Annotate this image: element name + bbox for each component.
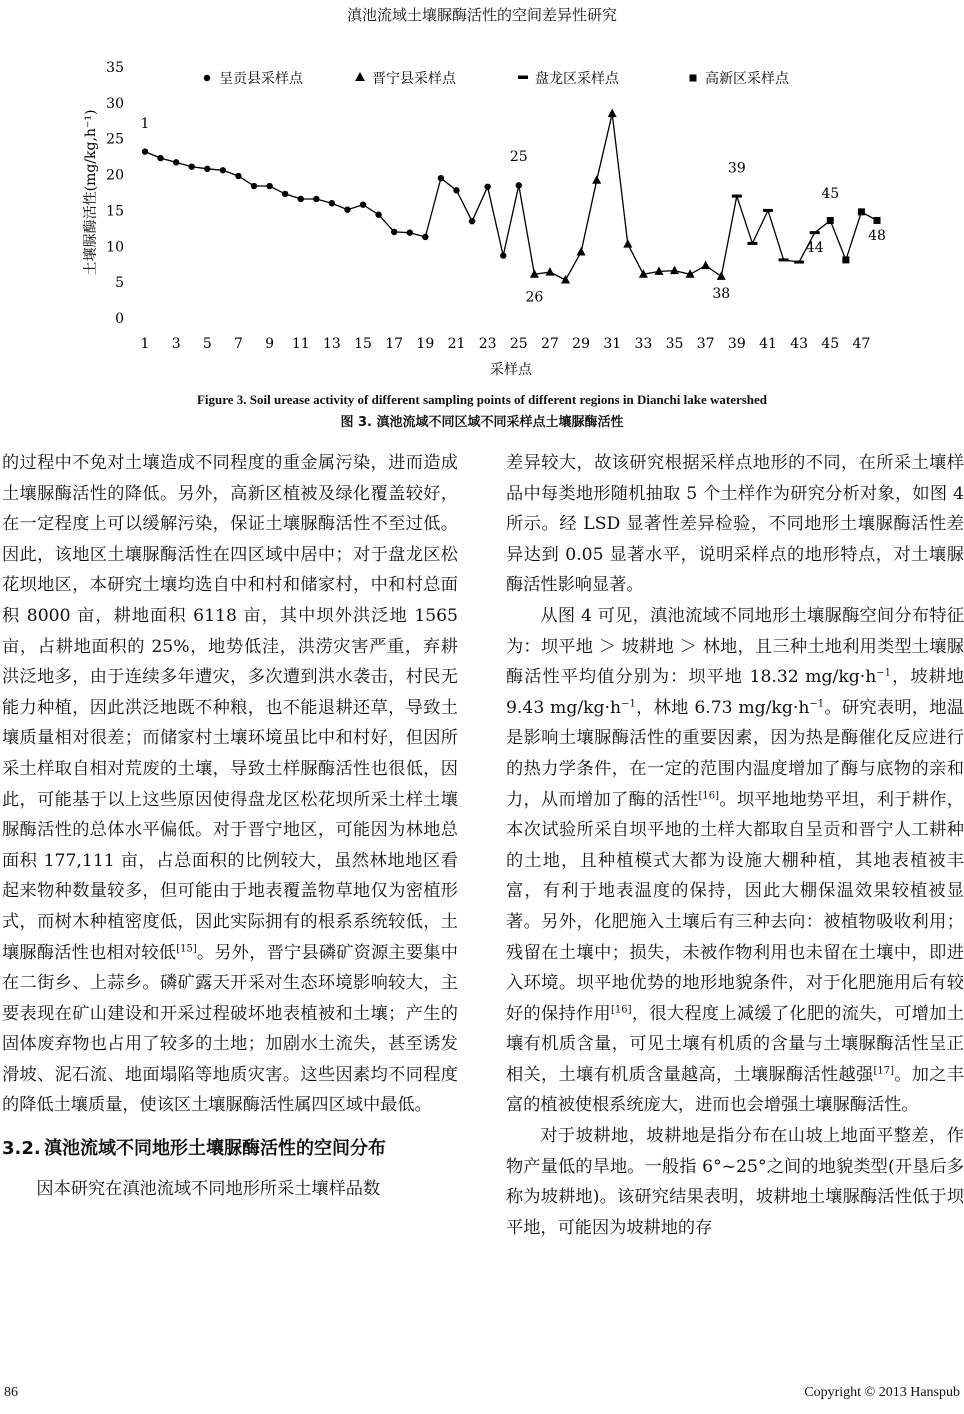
y-tick-label: 5 <box>115 275 124 292</box>
x-tick-label: 7 <box>233 336 243 352</box>
data-label: 1 <box>140 115 150 132</box>
data-point <box>670 266 679 275</box>
data-point <box>779 258 789 261</box>
y-tick-label: 25 <box>106 131 124 148</box>
data-point <box>313 196 319 202</box>
data-point <box>407 229 413 235</box>
data-point <box>266 183 272 189</box>
x-tick-label: 35 <box>665 336 684 352</box>
citation[interactable]: [15] <box>176 942 197 954</box>
data-point <box>747 242 757 245</box>
y-tick-label: 15 <box>106 203 124 220</box>
chart-axes <box>82 60 870 378</box>
x-tick-label: 17 <box>385 336 404 352</box>
legend-marker-circle <box>204 75 210 81</box>
page-number: 86 <box>4 1385 18 1400</box>
x-tick-label: 3 <box>171 336 181 352</box>
x-tick-label: 31 <box>603 336 622 352</box>
data-point <box>545 267 554 276</box>
data-point <box>827 217 834 224</box>
data-point <box>329 200 335 206</box>
legend-marker-dash <box>518 76 528 80</box>
data-point <box>251 183 257 189</box>
chart-series <box>142 109 881 284</box>
legend-marker-square <box>690 75 697 82</box>
legend-label: 高新区采样点 <box>705 71 789 87</box>
x-tick-label: 11 <box>291 336 310 352</box>
data-point <box>732 195 742 198</box>
series-line <box>145 114 877 280</box>
data-point <box>438 175 444 181</box>
data-label: 38 <box>712 285 731 302</box>
body-paragraph: 因本研究在滇池流域不同地形所采土壤样品数 <box>36 1179 381 1200</box>
body-paragraph: 从图 4 可见，滇池流域不同地形土壤脲酶空间分布特征为：坝平地 ＞ 坡耕地 ＞ 林地，且三种土地利用类型土壤脲酶活性平均值分别为：坝平地 18.32 $mg/kg\cdot h^{-1}$，坡耕地 9.43 $mg/kg\cdot h^{-1}$，林地 6.73 $mg/kg\cdot h^{-1}$。研究表明，地温是影响土壤脲酶活性的重要因素，因为热是酶催化反应进行的热力学条件，在一定的范围内温度增加了酶与底物的亲和力，从而增加了酶的活性[16]。坝平地地势平坦，利于耕作，本次试验所采自坝平地的土样大都取自呈贡和晋宁人工耕种的土地，且种植模式大都为设施大棚种植，其地表植被丰富，有利于地表温度的保持，因此大棚保温效果较植被显著。另外，化肥施入土壤后有三种去向：被植物吸收利用；残留在土壤中；损失，未被作物利用也未留在土壤中，即进入环境。坝平地优势的地形地貌条件，对于化肥施用后有较好的保持作用[16]，很大程度上减缓了化肥的流失，可增加土壤有机质含量，可见土壤有机质的含量与土壤脲酶活性呈正相关，土壤有机质含量越高，土壤脲酶活性越强[17]。加之丰富的植被使根系统庞大，进而也会增强土壤脲酶活性。 <box>506 605 964 1116</box>
x-tick-label: 41 <box>759 336 777 352</box>
citation[interactable]: [16] <box>698 789 720 801</box>
data-point <box>220 167 226 173</box>
data-point <box>422 234 428 240</box>
data-point <box>453 187 459 193</box>
data-point <box>763 209 773 212</box>
left-column <box>2 448 458 1205</box>
data-point <box>561 275 570 284</box>
running-header: 滇池流域土壤脲酶活性的空间差异性研究 <box>346 6 617 24</box>
x-tick-label: 23 <box>478 336 497 352</box>
y-tick-label: 0 <box>115 311 124 327</box>
legend-label: 呈贡县采样点 <box>219 71 303 87</box>
section-title: 滇池流域不同地形土壤脲酶活性的空间分布 <box>44 1138 386 1160</box>
data-point <box>469 218 475 224</box>
figure-caption-zh: 图 3. 滇池流域不同区域不同采样点土壤脲酶活性 <box>340 415 624 430</box>
data-point <box>375 212 381 218</box>
citation[interactable]: [16] <box>611 1003 632 1015</box>
data-label: 39 <box>727 160 746 177</box>
data-point <box>298 196 304 202</box>
data-point <box>204 166 210 172</box>
x-tick-label: 27 <box>541 336 559 352</box>
body-paragraph: 差异较大，故该研究根据采样点地形的不同，在所采土壤样品中每类地形随机抽取 5 个土样作为研究分析对象，如图 4 所示。经 LSD 显著性差异检验，不同地形土壤脲酶活性差异达到 0.05 显著水平，说明采样点的地形特点，对土壤脲酶活性影响显著。 <box>506 453 964 596</box>
section-number: 3.2. <box>2 1138 41 1160</box>
right-column <box>506 448 964 1243</box>
data-point <box>344 207 350 213</box>
x-tick-label: 9 <box>265 336 275 352</box>
x-tick-label: 45 <box>821 336 840 352</box>
data-point <box>577 247 586 256</box>
data-point <box>516 182 522 188</box>
data-point <box>235 173 241 179</box>
body-paragraph: 对于坡耕地，坡耕地是指分布在山坡上地面平整差，作物产量低的旱地。一般指 6°~25°之间的地貌类型(开垦后多称为坡耕地)。该研究结果表明，坡耕地土壤脲酶活性低于坝平地，可能因为坡耕地的存 <box>506 1126 964 1238</box>
copyright: Copyright © 2013 Hanspub <box>804 1385 960 1400</box>
data-point <box>173 159 179 165</box>
x-tick-label: 25 <box>509 336 528 352</box>
data-point <box>189 163 195 169</box>
x-tick-label: 33 <box>634 336 653 352</box>
citation[interactable]: [17] <box>873 1065 894 1077</box>
data-point <box>282 191 288 197</box>
data-point <box>623 239 632 248</box>
data-point <box>810 231 820 234</box>
x-tick-label: 43 <box>790 336 809 352</box>
data-point <box>794 261 804 264</box>
data-label: 45 <box>821 186 840 203</box>
data-label: 48 <box>868 227 886 244</box>
data-point <box>717 271 726 280</box>
data-point <box>157 155 163 161</box>
data-point <box>701 261 710 270</box>
data-point <box>484 184 490 190</box>
data-point <box>500 252 506 258</box>
x-tick-label: 47 <box>852 336 871 352</box>
x-tick-label: 5 <box>202 336 212 352</box>
figure-caption-en: Figure 3. Soil urease activity of different sampling points of different regions in Dianchi lake watershed <box>196 392 768 407</box>
data-point <box>842 256 849 263</box>
legend-marker-triangle <box>355 72 365 81</box>
x-tick-label: 1 <box>140 336 150 352</box>
data-label: 26 <box>525 289 544 306</box>
y-tick-label: 10 <box>106 239 124 256</box>
y-tick-label: 30 <box>106 95 124 112</box>
x-tick-label: 29 <box>572 336 590 352</box>
x-tick-label: 37 <box>696 336 715 352</box>
section-heading <box>2 1135 458 1162</box>
legend-label: 晋宁县采样点 <box>372 71 456 87</box>
x-tick-label: 21 <box>447 336 466 352</box>
x-tick-label: 15 <box>354 336 372 352</box>
data-point <box>874 217 881 224</box>
y-tick-label: 35 <box>106 60 124 76</box>
y-tick-label: 20 <box>106 167 124 184</box>
x-tick-label: 19 <box>416 336 435 352</box>
urease-chart <box>0 52 964 382</box>
data-point <box>608 109 617 118</box>
body-paragraph: 的过程中不免对土壤造成不同程度的重金属污染，进而造成土壤脲酶活性的降低。另外，高新区植被及绿化覆盖较好，在一定程度上可以缓解污染，保证土壤脲酶活性不至过低。因此，该地区土壤脲酶活性在四区域中居中；对于盘龙区松花坝地区，本研究土壤均选自中和村和储家村，中和村总面积 8000 亩，耕地面积 6118 亩，其中坝外洪泛地 1565 亩，占耕地面积的 25%，地势低洼，洪涝灾害严重，弃耕洪泛地多，由于连续多年遭灾，多次遭到洪水袭击，村民无能力种植，因此洪泛地既不种粮，也不能退耕还草，导致土壤质量相对很差；而储家村土壤环境虽比中和村好，但因所采土样取自相对荒废的土壤，导致土样脲酶活性也很低，因此，可能基于以上这些原因使得盘龙区松花坝所采土样土壤脲酶活性的总体水平偏低。对于晋宁地区，可能因为林地总面积 177,111 亩，占总面积的比例较大，虽然林地地区看起来物种数量较多，但可能由于地表覆盖物草地仅为密植形式，而树木种植密度低，因此实际拥有的根系系统较低，土壤脲酶活性也相对较低[15]。另外，晋宁县磷矿资源主要集中在二街乡、上蒜乡。磷矿露天开采对生态环境影响较大，主要表现在矿山建设和开采过程破坏地表植被和土壤；产生的固体废弃物也占用了较多的土地；加剧水土流失，甚至诱发滑坡、泥石流、地面塌陷等地质灾害。这些因素均不同程度的降低土壤质量，使该区土壤脲酶活性属四区域中最低。 <box>2 453 458 1116</box>
y-axis-title: 土壤脲酶活性(mg/kg,h⁻¹) <box>83 109 99 276</box>
x-axis-title: 采样点 <box>490 362 532 378</box>
legend-label: 盘龙区采样点 <box>535 71 619 87</box>
x-tick-label: 39 <box>727 336 746 352</box>
data-label: 25 <box>509 148 528 165</box>
data-point <box>592 175 601 184</box>
data-point <box>142 148 148 154</box>
data-label: 44 <box>805 240 824 257</box>
x-tick-label: 13 <box>322 336 341 352</box>
chart-legend <box>204 70 790 87</box>
data-point <box>360 201 366 207</box>
data-point <box>858 208 865 215</box>
data-point <box>391 229 397 235</box>
